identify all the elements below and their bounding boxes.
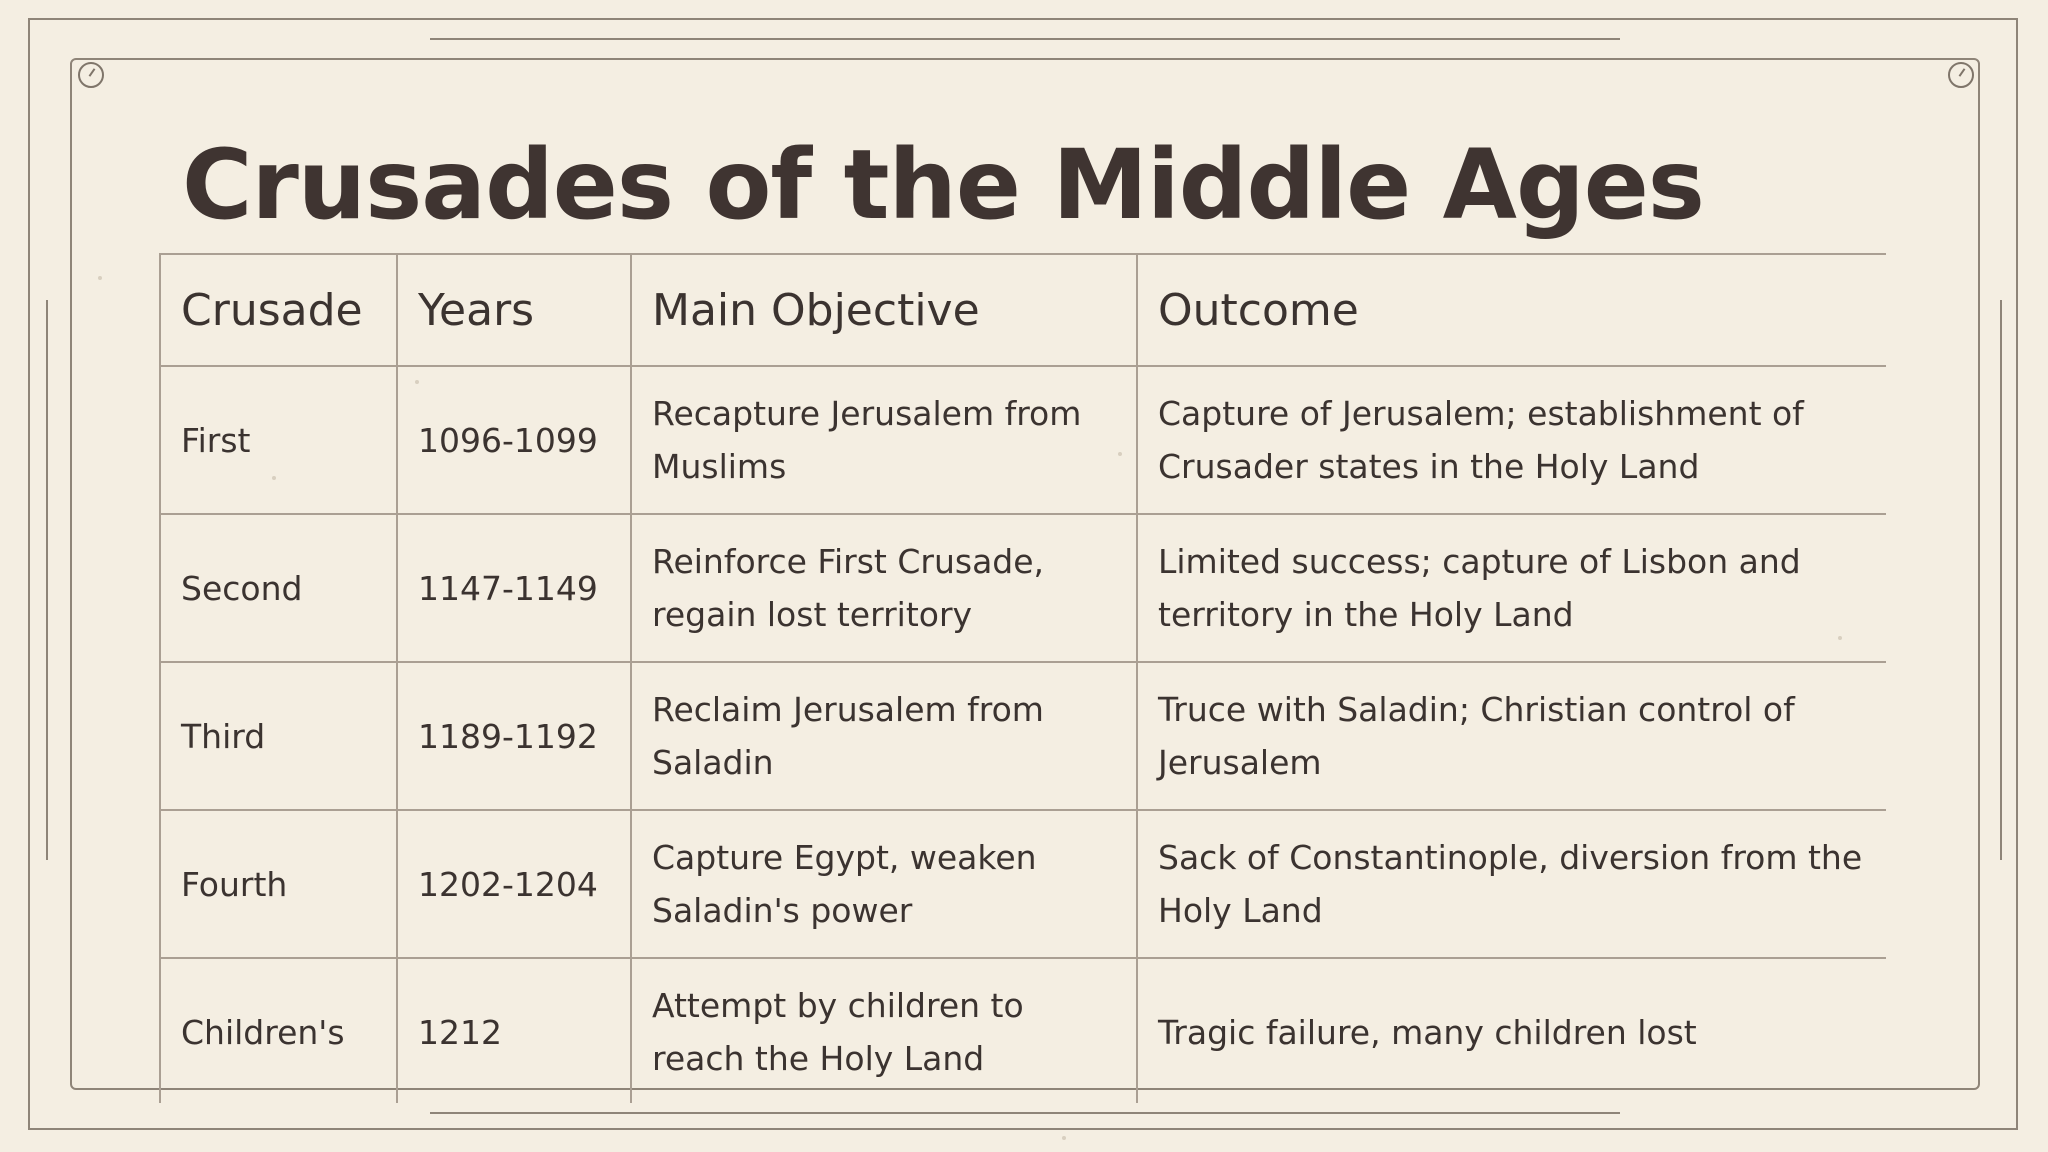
frame-bottom-accent-line — [430, 1112, 1620, 1114]
table-header-row — [160, 254, 1886, 366]
crusade-cell: Third — [160, 662, 397, 810]
header-cell: Main Objective — [631, 254, 1137, 366]
table-row — [160, 366, 1886, 514]
years-cell: 1212 — [397, 958, 631, 1103]
table-row — [160, 810, 1886, 958]
slide-title: Crusades of the Middle Ages — [182, 129, 1704, 241]
crusades-table-container — [159, 253, 1886, 1103]
crusade-cell: Second — [160, 514, 397, 662]
crusade-cell: Children's — [160, 958, 397, 1103]
years-cell: 1189-1192 — [397, 662, 631, 810]
years-cell: 1202-1204 — [397, 810, 631, 958]
crusade-cell: Fourth — [160, 810, 397, 958]
outcome-cell: Truce with Saladin; Christian control of Jerusalem — [1137, 662, 1886, 810]
outcome-cell: Tragic failure, many children lost — [1137, 958, 1886, 1103]
years-cell: 1147-1149 — [397, 514, 631, 662]
paper-speck — [1062, 1136, 1066, 1140]
frame-right-accent-line — [2000, 300, 2002, 860]
outcome-cell: Capture of Jerusalem; establishment of Crusader states in the Holy Land — [1137, 366, 1886, 514]
table-row — [160, 514, 1886, 662]
header-cell: Crusade — [160, 254, 397, 366]
years-cell: 1096-1099 — [397, 366, 631, 514]
outcome-cell: Limited success; capture of Lisbon and territory in the Holy Land — [1137, 514, 1886, 662]
outcome-cell: Sack of Constantinople, diversion from the Holy Land — [1137, 810, 1886, 958]
corner-ornament-icon — [1948, 62, 1974, 88]
table-row — [160, 958, 1886, 1103]
objective-cell: Capture Egypt, weaken Saladin's power — [631, 810, 1137, 958]
header-cell: Outcome — [1137, 254, 1886, 366]
frame-top-accent-line — [430, 38, 1620, 40]
crusade-cell: First — [160, 366, 397, 514]
crusades-table — [159, 253, 1886, 1103]
objective-cell: Reinforce First Crusade, regain lost territory — [631, 514, 1137, 662]
objective-cell: Reclaim Jerusalem from Saladin — [631, 662, 1137, 810]
table-row — [160, 662, 1886, 810]
header-cell: Years — [397, 254, 631, 366]
objective-cell: Attempt by children to reach the Holy Land — [631, 958, 1137, 1103]
objective-cell: Recapture Jerusalem from Muslims — [631, 366, 1137, 514]
corner-ornament-icon — [78, 62, 104, 88]
frame-left-accent-line — [46, 300, 48, 860]
